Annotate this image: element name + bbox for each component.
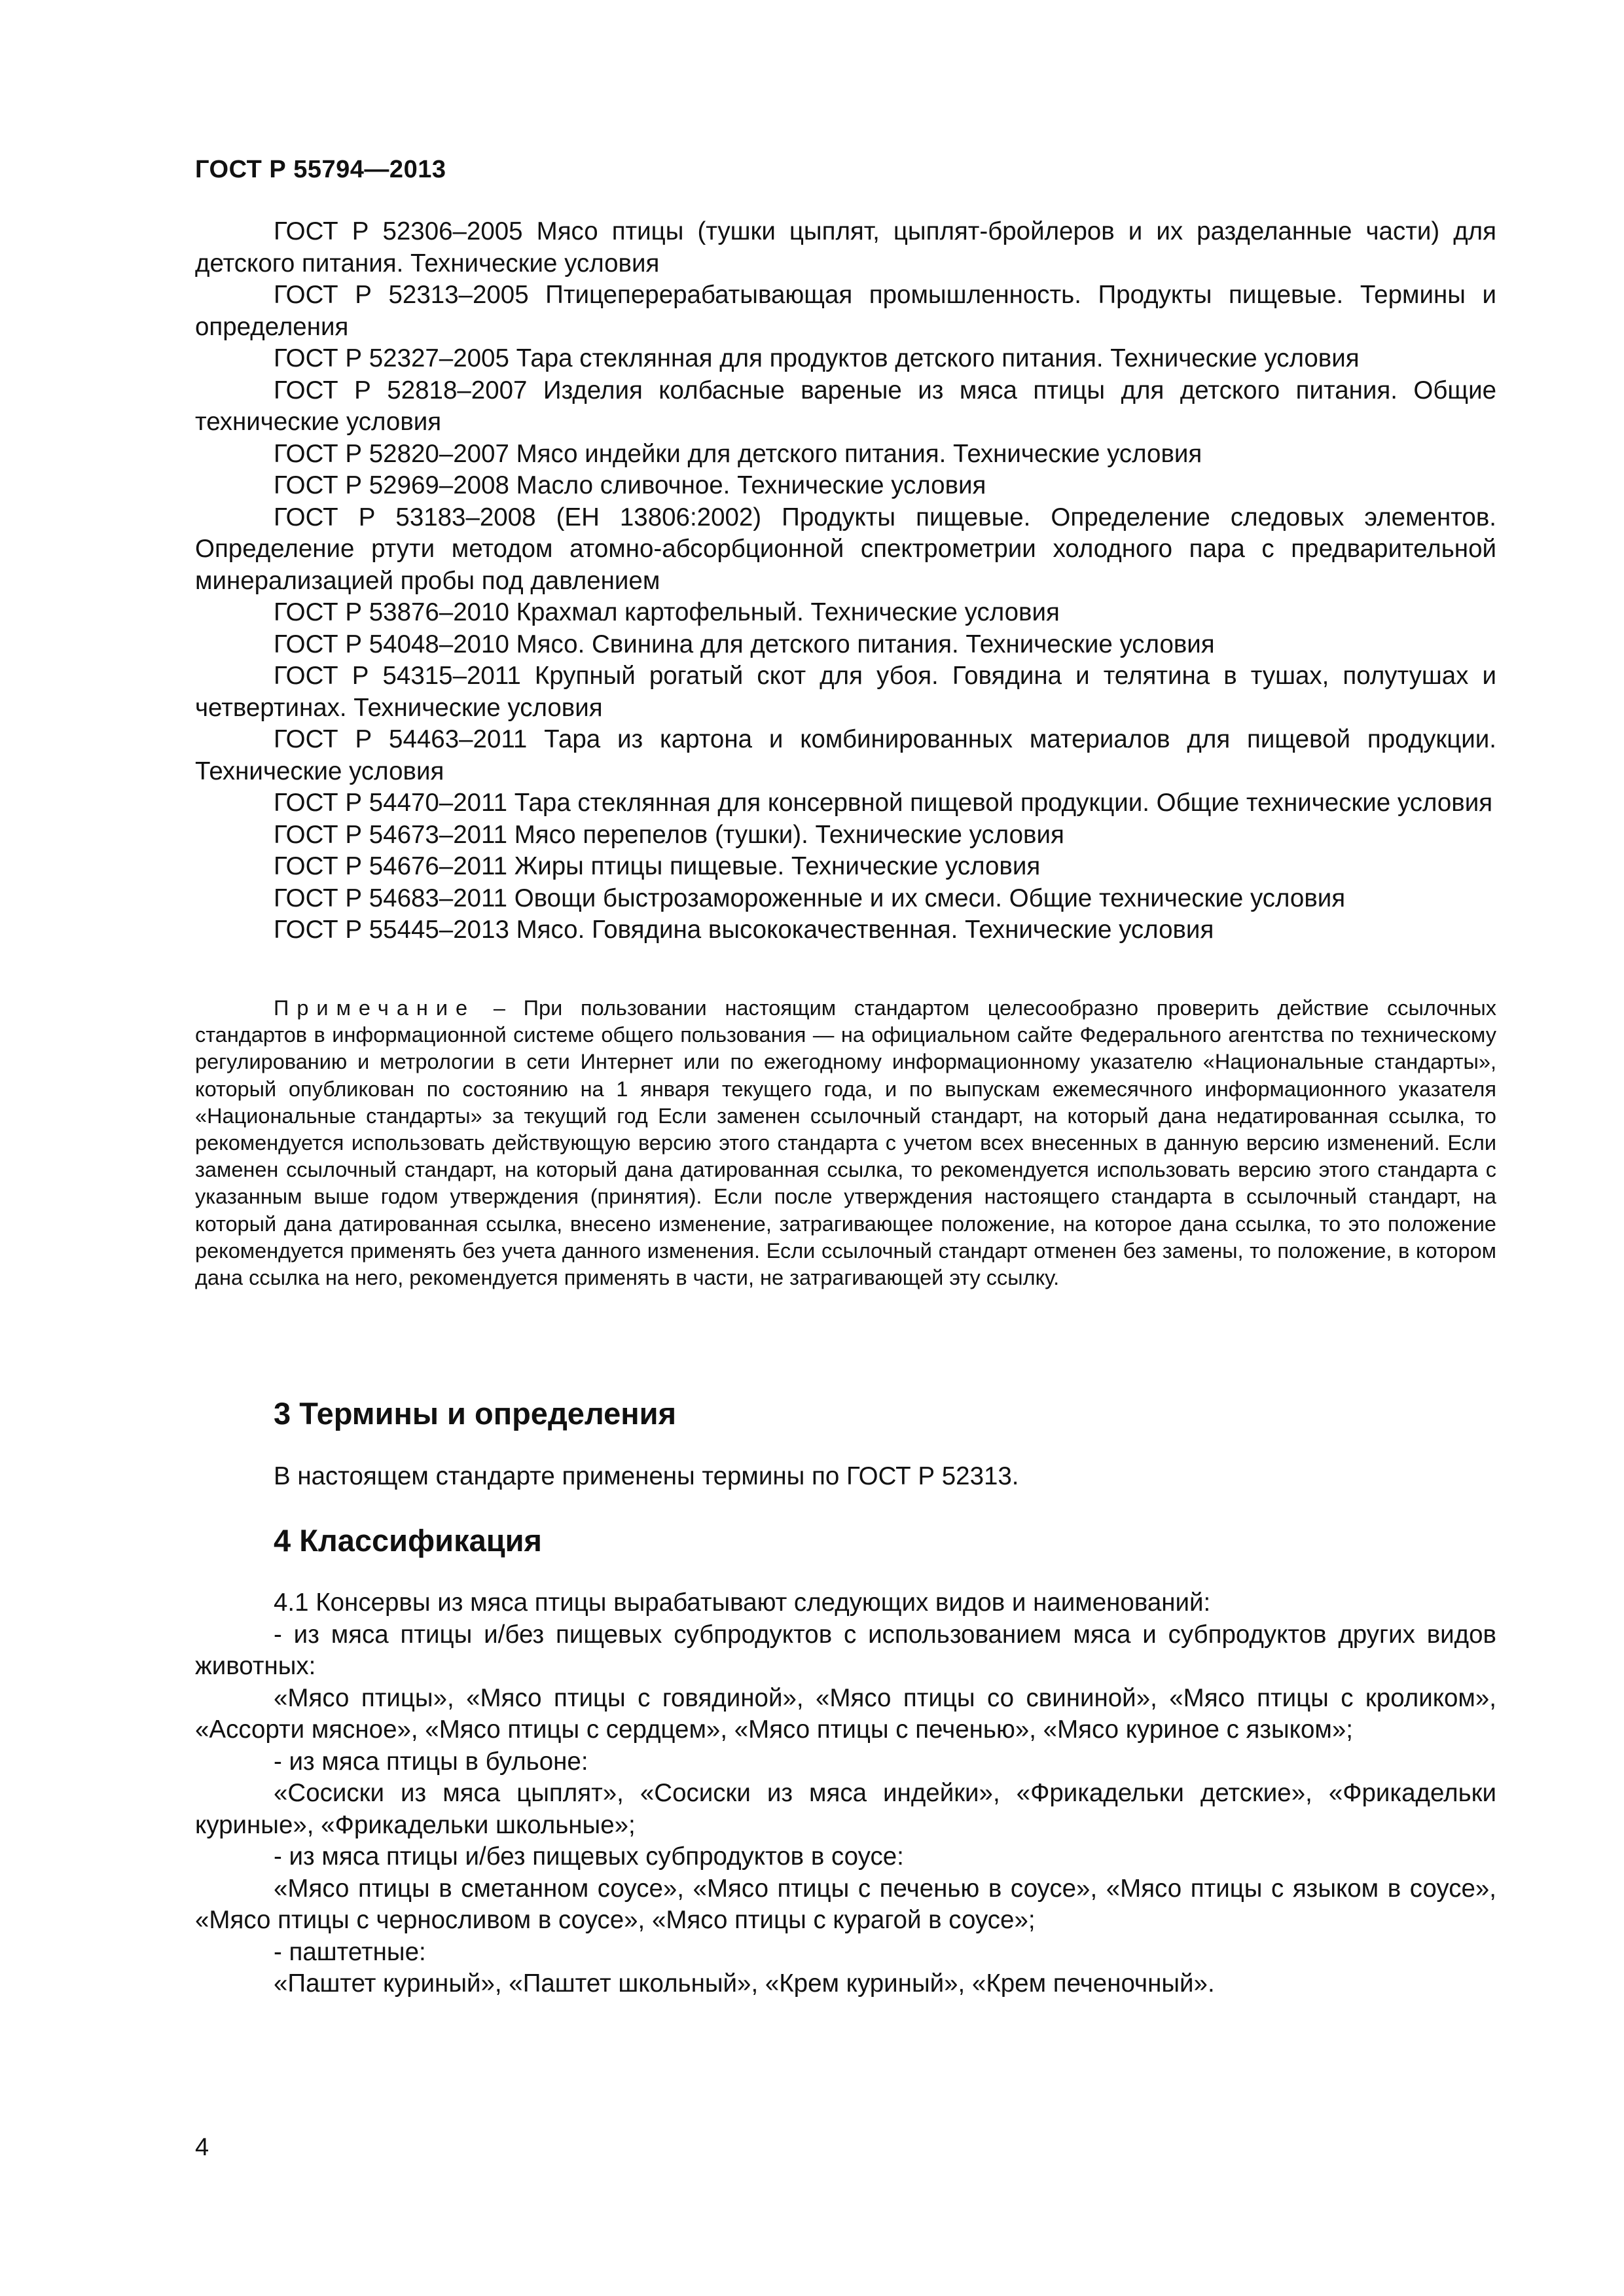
- classification-paragraph: «Мясо птицы в сметанном соусе», «Мясо птицы с печенью в соусе», «Мясо птицы с языком в соусе», «Мясо птицы с черносливом в соусе», «Мясо птицы с курагой в соусе»;: [195, 1874, 1496, 1934]
- note-label: Примечание: [274, 996, 476, 1020]
- reference-item: ГОСТ Р 53183–2008 (ЕН 13806:2002) Продукты пищевые. Определение следовых элементов. Определение ртути методом атомно-абсорбционной спектрометрии холодного пара с предварительной минерализацией пробы под давлением: [195, 503, 1496, 595]
- classification-paragraph: «Мясо птицы», «Мясо птицы с говядиной», «Мясо птицы со свининой», «Мясо птицы с кроликом», «Ассорти мясное», «Мясо птицы с сердцем», «Мясо птицы с печенью», «Мясо куриное с языком»;: [195, 1683, 1496, 1744]
- classification-paragraph: - паштетные:: [274, 1937, 426, 1966]
- note-text: – При пользовании настоящим стандартом целесообразно проверить действие ссылочных стандартов в информационной системе общего пользования — на официальном сайте Федерального агентства по техническому регулированию и метрологии в сети Интернет или по ежегодному информационному указателю «Национальные стандарты», который опубликован по состоянию на 1 января текущего года, и по выпускам ежемесячного информационного указателя «Национальные стандарты» за текущий год Если заменен ссылочный стандарт, на который дана недатированная ссылка, то рекомендуется использовать действующую версию этого стандарта с учетом всех внесенных в данную версию изменений. Если заменен ссылочный стандарт, на который дана датированная ссылка, то рекомендуется использовать версию этого стандарта с указанным выше годом утверждения (принятия). Если после утверждения настоящего стандарта в ссылочный стандарт, на который дана датированная ссылка, внесено изменение, затрагивающее положение, на которое дана ссылка, то это положение рекомендуется применять без учета данного изменения. Если ссылочный стандарт отменен без замены, то положение, в котором дана ссылка на него, рекомендуется применять в части, не затрагивающей эту ссылку.: [195, 996, 1496, 1290]
- classification-paragraph: 4.1 Консервы из мяса птицы вырабатывают следующих видов и наименований:: [274, 1588, 1211, 1617]
- classification-paragraph: - из мяса птицы и/без пищевых субпродуктов с использованием мяса и субпродуктов других видов животных:: [195, 1620, 1496, 1680]
- classification-paragraph: - из мяса птицы и/без пищевых субпродуктов в соусе:: [274, 1842, 904, 1871]
- reference-item: ГОСТ Р 52313–2005 Птицеперерабатывающая промышленность. Продукты пищевые. Термины и определения: [195, 281, 1496, 341]
- reference-item: ГОСТ Р 52306–2005 Мясо птицы (тушки цыплят, цыплят-бройлеров и их разделанные части) для детского питания. Технические условия: [195, 217, 1496, 278]
- reference-item: ГОСТ Р 52820–2007 Мясо индейки для детского питания. Технические условия: [274, 439, 1202, 468]
- section-heading-terms: 3 Термины и определения: [274, 1396, 676, 1431]
- reference-item: ГОСТ Р 54315–2011 Крупный рогатый скот для убоя. Говядина и телятина в тушах, полутушах и четвертинах. Технические условия: [195, 662, 1496, 722]
- reference-item: ГОСТ Р 54048–2010 Мясо. Свинина для детского питания. Технические условия: [274, 630, 1215, 658]
- normative-references-list: [195, 216, 1496, 946]
- reference-item: ГОСТ Р 52818–2007 Изделия колбасные вареные из мяса птицы для детского питания. Общие технические условия: [195, 376, 1496, 436]
- reference-item: ГОСТ Р 53876–2010 Крахмал картофельный. Технические условия: [274, 598, 1060, 626]
- reference-item: ГОСТ Р 54470–2011 Тара стеклянная для консервной пищевой продукции. Общие технические условия: [274, 789, 1493, 817]
- reference-item: ГОСТ Р 54676–2011 Жиры птицы пищевые. Технические условия: [274, 852, 1041, 880]
- section-heading-classification: 4 Классификация: [274, 1523, 542, 1558]
- section-terms-body: [195, 1461, 1496, 1493]
- reference-item: ГОСТ Р 55445–2013 Мясо. Говядина высококачественная. Технические условия: [274, 916, 1214, 944]
- document-code: ГОСТ Р 55794—2013: [195, 156, 446, 183]
- reference-item: ГОСТ Р 54683–2011 Овощи быстрозамороженные и их смеси. Общие технические условия: [274, 884, 1346, 912]
- classification-paragraph: - из мяса птицы в бульоне:: [274, 1747, 588, 1776]
- reference-item: ГОСТ Р 52327–2005 Тара стеклянная для продуктов детского питания. Технические условия: [274, 344, 1360, 372]
- reference-item: ГОСТ Р 52969–2008 Масло сливочное. Технические условия: [274, 471, 986, 499]
- references-note: [195, 995, 1496, 1291]
- page-number: 4: [195, 2134, 209, 2161]
- section-classification-body: [195, 1587, 1496, 2000]
- classification-paragraph: «Сосиски из мяса цыплят», «Сосиски из мяса индейки», «Фрикадельки детские», «Фрикадельки куриные», «Фрикадельки школьные»;: [195, 1779, 1496, 1839]
- reference-item: ГОСТ Р 54463–2011 Тара из картона и комбинированных материалов для пищевой продукции. Технические условия: [195, 725, 1496, 785]
- classification-paragraph: «Паштет куриный», «Паштет школьный», «Крем куриный», «Крем печеночный».: [274, 1969, 1215, 1998]
- section-terms-text: В настоящем стандарте применены термины по ГОСТ Р 52313.: [274, 1462, 1019, 1490]
- reference-item: ГОСТ Р 54673–2011 Мясо перепелов (тушки). Технические условия: [274, 820, 1064, 849]
